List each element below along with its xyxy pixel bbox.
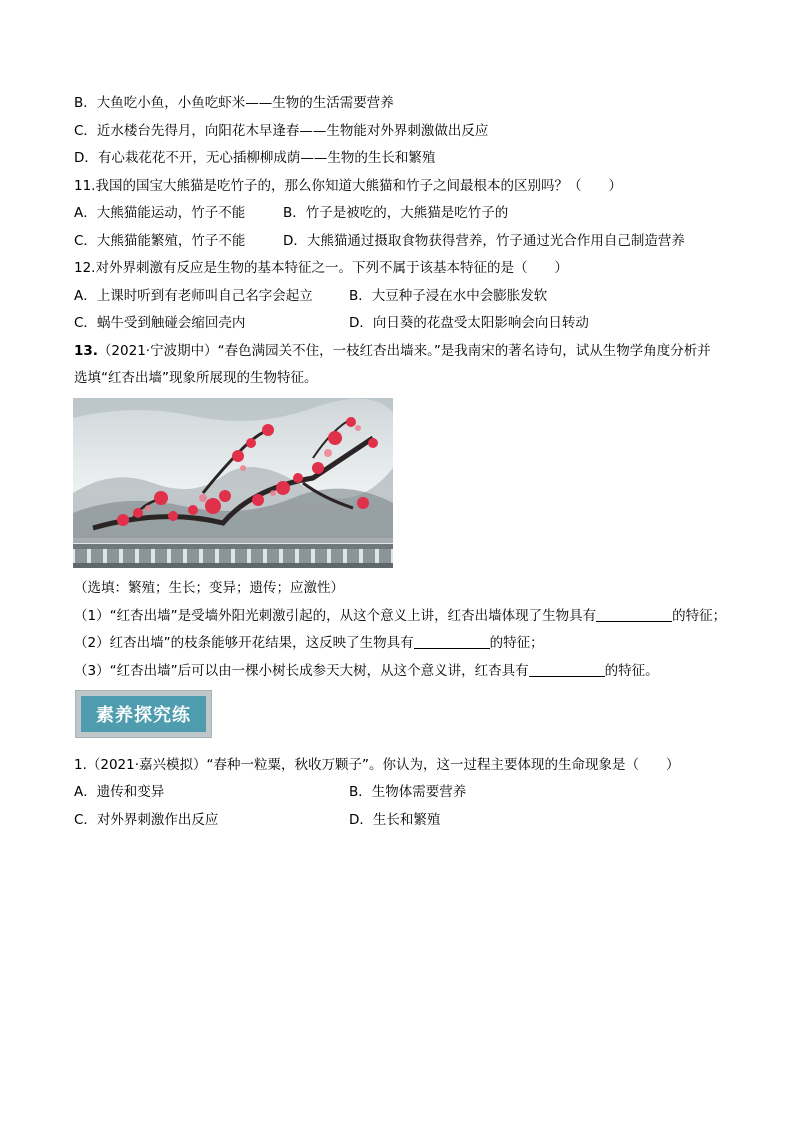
practice-option-d: D．生长和繁殖 (349, 812, 441, 828)
practice-question-1: 1.（2021·嘉兴模拟）“春种一粒粟，秋收万颗子”。你认为，这一过程主要体现的生命现象是（ ） (74, 757, 680, 773)
practice-option-a: A．遗传和变异 (74, 784, 165, 800)
q12-option-a: A．上课时听到有老师叫自己名字会起立 (74, 288, 313, 304)
q10-option-d: D．有心栽花花不开，无心插柳柳成荫——生物的生长和繁殖 (74, 150, 436, 166)
red-apricot-blossom-over-wall-painting (73, 398, 393, 568)
question-11: 11.我国的国宝大熊猫是吃竹子的，那么你知道大熊猫和竹子之间最根本的区别吗？（ ） (74, 178, 622, 194)
sub-question-1-suffix: 的特征； (672, 608, 727, 624)
section-badge (75, 690, 212, 738)
section-title: 素养探究练 (81, 696, 206, 732)
question-13-text: （2021·宁波期中）“春色满园关不住，一枝红杏出墙来。”是我南宋的著名诗句，试从生物学角度分析并 (97, 343, 711, 359)
sub-question-2-text: （2）红杏出墙”的枝条能够开花结果，这反映了生物具有 (74, 635, 414, 651)
q12-option-b: B．大豆种子浸在水中会膨胀发软 (349, 288, 548, 304)
sub-question-3 (74, 661, 659, 681)
q11-option-a: A．大熊猫能运动，竹子不能 (74, 205, 246, 221)
sub-question-2 (74, 633, 544, 653)
sub-question-1-text: （1）“红杏出墙”是受墙外阳光刺激引起的，从这个意义上讲，红杏出墙体现了生物具有 (74, 608, 597, 624)
q12-option-c: C．蜗牛受到触碰会缩回壳内 (74, 315, 246, 331)
q12-option-d: D．向日葵的花盘受太阳影响会向日转动 (349, 315, 589, 331)
answer-blank-2[interactable] (414, 634, 490, 649)
sub-question-3-text: （3）“红杏出墙”后可以由一棵小树长成参天大树，从这个意义讲，红杏具有 (74, 663, 529, 679)
q10-option-c: C．近水楼台先得月，向阳花木早逢春——生物能对外界刺激做出反应 (74, 123, 489, 139)
sub-question-2-suffix: 的特征； (489, 635, 544, 651)
answer-blank-1[interactable] (596, 607, 672, 622)
q11-option-c: C．大熊猫能繁殖，竹子不能 (74, 233, 246, 249)
options-hint: （选填：繁殖；生长；变异；遗传；应激性） (74, 580, 344, 596)
q11-option-d: D．大熊猫通过摄取食物获得营养，竹子通过光合作用自己制造营养 (283, 233, 685, 249)
q10-option-b: B．大鱼吃小鱼，小鱼吃虾米——生物的生活需要营养 (74, 95, 394, 111)
sub-question-1 (74, 606, 726, 626)
answer-blank-3[interactable] (529, 662, 605, 677)
question-13 (74, 341, 711, 361)
question-13-line2: 选填“红杏出墙”现象所展现的生物特征。 (74, 370, 318, 386)
q11-option-b: B．竹子是被吃的，大熊猫是吃竹子的 (283, 205, 509, 221)
question-13-number: 13. (74, 343, 98, 359)
question-12: 12.对外界刺激有反应是生物的基本特征之一。下列不属于该基本特征的是（ ） (74, 260, 568, 276)
practice-option-b: B．生物体需要营养 (349, 784, 467, 800)
practice-option-c: C．对外界刺激作出反应 (74, 812, 219, 828)
sub-question-3-suffix: 的特征。 (604, 663, 659, 679)
